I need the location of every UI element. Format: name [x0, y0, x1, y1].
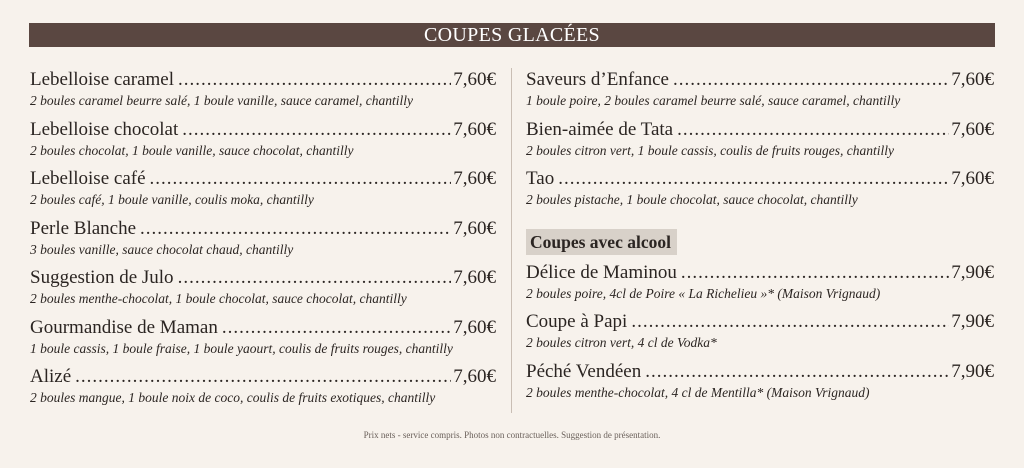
menu-item [526, 260, 994, 310]
dot-leader [75, 364, 451, 390]
dot-leader [178, 67, 451, 93]
item-price: 7,60€ [453, 366, 496, 387]
item-price: 7,60€ [951, 168, 994, 189]
dot-leader [558, 166, 949, 192]
item-name: Saveurs d’Enfance [526, 69, 669, 90]
item-description: 1 boule cassis, 1 boule fraise, 1 boule yaourt, coulis de fruits rouges, chantilly [30, 340, 453, 356]
right-column [526, 67, 994, 408]
dot-leader [222, 315, 451, 341]
item-name: Lebelloise caramel [30, 69, 175, 90]
item-description: 2 boules citron vert, 1 boule cassis, coulis de fruits rouges, chantilly [526, 142, 894, 158]
item-description: 2 boules café, 1 boule vanille, coulis moka, chantilly [30, 192, 314, 207]
item-description: 3 boules vanille, sauce chocolat chaud, chantilly [30, 241, 294, 257]
footer-note: Prix nets - service compris. Photos non contractuelles. Suggestion de présentation. [363, 430, 661, 440]
item-description: 2 boules poire, 4cl de Poire « La Richelieu »* (Maison Vrignaud) [526, 285, 881, 301]
item-price: 7,60€ [453, 168, 496, 189]
menu-item [526, 359, 994, 409]
left-column [30, 67, 496, 414]
item-price: 7,90€ [951, 311, 994, 332]
item-description: 2 boules caramel beurre salé, 1 boule vanille, sauce caramel, chantilly [30, 93, 414, 108]
item-price: 7,60€ [453, 69, 496, 90]
item-description: 2 boules menthe-chocolat, 1 boule chocolat, sauce chocolat, chantilly [30, 291, 407, 306]
item-price: 7,60€ [951, 69, 994, 90]
item-description: 2 boules menthe-chocolat, 4 cl de Mentilla* (Maison Vrignaud) [526, 384, 870, 400]
item-name: Lebelloise chocolat [30, 118, 179, 140]
item-description: 2 boules mangue, 1 boule noix de coco, coulis de fruits exotiques, chantilly [30, 390, 436, 405]
item-price: 7,60€ [453, 316, 496, 338]
alcohol-section-heading: Coupes avec alcool [526, 229, 677, 255]
item-name: Bien-aimée de Tata [526, 118, 674, 140]
menu-item [526, 67, 994, 117]
dot-leader [645, 359, 949, 385]
dot-leader [182, 117, 451, 143]
section-title: COUPES GLACÉES [29, 23, 995, 47]
menu-item [526, 309, 994, 359]
item-name: Coupe à Papi [526, 311, 628, 332]
menu-item [30, 216, 496, 266]
dot-leader [673, 67, 949, 93]
menu-item [30, 364, 496, 414]
menu-item [30, 117, 496, 167]
dot-leader [140, 216, 451, 242]
item-name: Suggestion de Julo [30, 267, 174, 288]
item-name: Alizé [30, 366, 72, 387]
item-name: Lebelloise café [30, 168, 146, 189]
item-description: 2 boules pistache, 1 boule chocolat, sauce chocolat, chantilly [526, 192, 858, 207]
item-description: 2 boules chocolat, 1 boule vanille, sauce chocolat, chantilly [30, 142, 354, 158]
menu-item [30, 67, 496, 117]
item-name: Perle Blanche [30, 217, 137, 239]
item-price: 7,60€ [453, 267, 496, 288]
item-price: 7,60€ [453, 118, 496, 140]
item-description: 1 boule poire, 2 boules caramel beurre salé, sauce caramel, chantilly [526, 93, 901, 108]
menu-item [526, 166, 994, 216]
item-name: Délice de Maminou [526, 261, 677, 283]
dot-leader [677, 117, 949, 143]
item-description: 2 boules citron vert, 4 cl de Vodka* [526, 335, 717, 350]
menu-item [30, 315, 496, 365]
dot-leader [631, 309, 949, 335]
item-price: 7,60€ [453, 217, 496, 239]
dot-leader [150, 166, 452, 192]
item-name: Gourmandise de Maman [30, 316, 218, 338]
item-price: 7,90€ [951, 261, 994, 283]
item-price: 7,60€ [951, 118, 994, 140]
dot-leader [681, 260, 949, 286]
column-divider [511, 68, 512, 413]
dot-leader [178, 265, 452, 291]
menu-item [30, 166, 496, 216]
item-name: Péché Vendéen [526, 360, 642, 382]
item-price: 7,90€ [951, 360, 994, 382]
menu-item [30, 265, 496, 315]
item-name: Tao [526, 168, 555, 189]
menu-item [526, 117, 994, 167]
